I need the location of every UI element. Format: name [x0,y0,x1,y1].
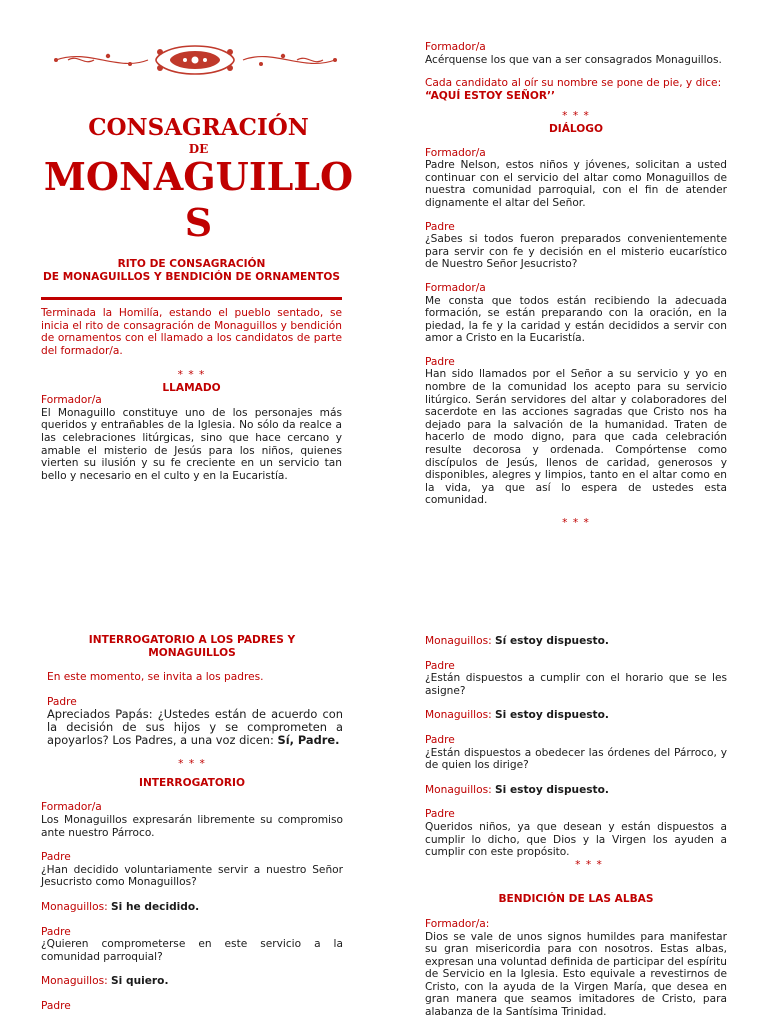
speaker-label: Monaguillos: [41,975,108,988]
speaker-label: Padre [425,659,455,672]
dialogo-text: Han sido llamados por el Señor a su servicio y yo en nombre de la comunidad los acepto para su servicio litúrgico. Serán servidores del altar y colaboradores del sacerdote en las acciones sagradas que Cristo nos ha dejado para la salvación de la humanidad. Traten de hacerlo de modo digno, para que cada celebración resulte decorosa y ordenada. Compórtense como discípulos de Jesús, llenos de caridad, generosos y disponibles, alegres y limpios, tanto en el altar como en la vida, ya que así lo espera de ustedes esta comunidad. [425,368,727,507]
padres-question-text: Apreciados Papás: ¿Ustedes están de acuerdo con la decisión de sus hijos y se comprometen a apoyarlos? Los Padres, a una voz dicen: [47,707,343,747]
monaguillos-response [425,635,727,648]
separator: * * * [562,110,590,123]
rite-heading [41,258,342,284]
padres-response: Sí, Padre. [277,732,340,747]
speaker-label: Formador/a [425,146,486,159]
response-text: Si he decidido. [111,900,200,913]
separator: * * * [562,517,590,529]
dialogo-text: Me consta que todos están recibiendo la adecuada formación, se están preparando con la oración, en la piedad, la fe y la caridad y están decididos a servir con amor a Cristo en la Eucaristía. [425,294,727,345]
interrogatorio-heading: INTERROGATORIO [139,776,245,789]
dialogo-panel [425,41,727,530]
speaker-label: Monaguillos: [425,635,492,647]
compromisos-panel [425,635,727,1019]
dialogo-text: Acérquense los que van a ser consagrados Monaguillos. [425,53,722,66]
rubric-instruction: En este momento, se invita a los padres. [47,671,264,684]
separator: * * * [178,758,206,771]
rite-heading-line1: RITO DE CONSAGRACIÓN [117,258,266,270]
bendicion-albas-heading: BENDICIÓN DE LAS ALBAS [498,893,654,906]
rite-intro: Terminada la Homilía, estando el pueblo sentado, se inicia el rito de consagración de Monaguillos y bendición de ornamentos con el llamado a los candidatos de parte del formador/a. [41,307,342,357]
speaker-label: Formador/a [41,801,102,814]
speaker-label: Padre [425,733,455,746]
response-text: Si quiero. [111,975,169,988]
cover-title-overflow: S [184,200,213,245]
interrogatorio-panel [41,634,343,1012]
interrogatorio-text: Los Monaguillos expresarán libremente su compromiso ante nuestro Párroco. [41,813,343,839]
dialogo-heading: DIÁLOGO [548,122,603,135]
speaker-label: Formador/a [425,41,486,53]
speaker-label: Padre [425,220,455,233]
speaker-label: Padre [41,851,71,864]
separator: * * * [575,858,603,871]
llamado-section [41,369,342,482]
speaker-label: Padre [425,808,455,821]
monaguillos-response [41,975,343,988]
compromisos-text: Queridos niños, ya que desean y están dispuestos a cumplir lo dicho, que Dios y la Virgen los ayuden a cumplir con este propósito. [425,820,727,859]
compromisos-text: ¿Están dispuestos a obedecer las órdenes del Párroco, y de quien los dirige? [425,746,727,772]
bendicion-text: Dios se vale de unos signos humildes para manifestar su gran misericordia para con nosotros. Estas albas, expresan una voluntad definida de participar del espíritu de Servicio en la Iglesia. Esto equivale a revestirnos de Cristo, con la ayuda de la Virgen María, que desea en gran manera que seamos imitadores de Cristo, para alabanza de la Santísima Trinidad. [425,930,727,1019]
cover-title-overflow-clip [41,200,356,245]
interrogatorio-padres-heading-line1: INTERROGATORIO A LOS PADRES Y [88,634,296,646]
padres-question [41,708,343,746]
response-text: Si estoy dispuesto. [495,709,609,722]
speaker-label: Padre [41,999,71,1012]
llamado-heading: LLAMADO [162,381,221,394]
rubric-instruction: Cada candidato al oír su nombre se pone de pie, y dice: [425,77,722,90]
monaguillos-response [425,784,727,797]
llamado-text: El Monaguillo constituye uno de los personajes más queridos y entrañables de la Iglesia. No sólo da realce a las celebraciones litúrgicas, sino que hace cercano y amable el misterio de Jesús para los niños, quienes vierten su ilusión y su fe creciente en un servicio tan bello y necesario en el culto y en la Eucaristía. [41,406,342,482]
candidate-response: “AQUÍ ESTOY SEÑOR’’ [425,89,556,102]
speaker-label: Formador/a [41,394,102,407]
interrogatorio-text: ¿Quieren comprometerse en este servicio a la comunidad parroquial? [41,938,343,963]
monaguillos-response [425,709,727,722]
speaker-label: Padre [41,925,71,938]
dialogo-text: Padre Nelson, estos niños y jóvenes, solicitan a usted continuar con el servicio del altar como Monaguillos de nuestra comunidad parroquial, con el fin de atender dignamente el altar del Señor. [425,159,727,209]
separator: * * * [177,369,206,381]
speaker-label: Padre [47,695,77,708]
response-text: Si estoy dispuesto. [495,783,609,796]
cover-title-de: DE [188,142,209,156]
dialogo-text: ¿Sabes si todos fueron preparados convenientemente para servir con fe y decisión en el misterio eucarístico de Nuestro Señor Jesucristo? [425,233,727,271]
interrogatorio-padres-heading-line2: MONAGUILLOS [148,646,236,659]
rite-heading-line2: DE MONAGUILLOS Y BENDICIÓN DE ORNAMENTOS [42,271,341,283]
compromisos-text: ¿Están dispuestos a cumplir con el horario que se les asigne? [425,672,727,697]
monaguillos-response [41,901,343,914]
response-text: Sí estoy dispuesto. [495,635,609,647]
speaker-label: Formador/a: [425,917,490,930]
speaker-label: Monaguillos: [41,900,108,913]
interrogatorio-text: ¿Han decidido voluntariamente servir a nuestro Señor Jesucristo como Monaguillos? [41,863,343,889]
speaker-label: Monaguillos: [425,783,492,796]
speaker-label: Padre [425,355,455,368]
speaker-label: Monaguillos: [425,709,492,722]
speaker-label: Formador/a [425,281,486,294]
floral-ornament-icon [48,42,343,78]
cover-title-line2: MONAGUILLO [43,154,354,199]
red-divider [41,297,342,300]
cover-title-line1: CONSAGRACIÓN [88,114,309,141]
